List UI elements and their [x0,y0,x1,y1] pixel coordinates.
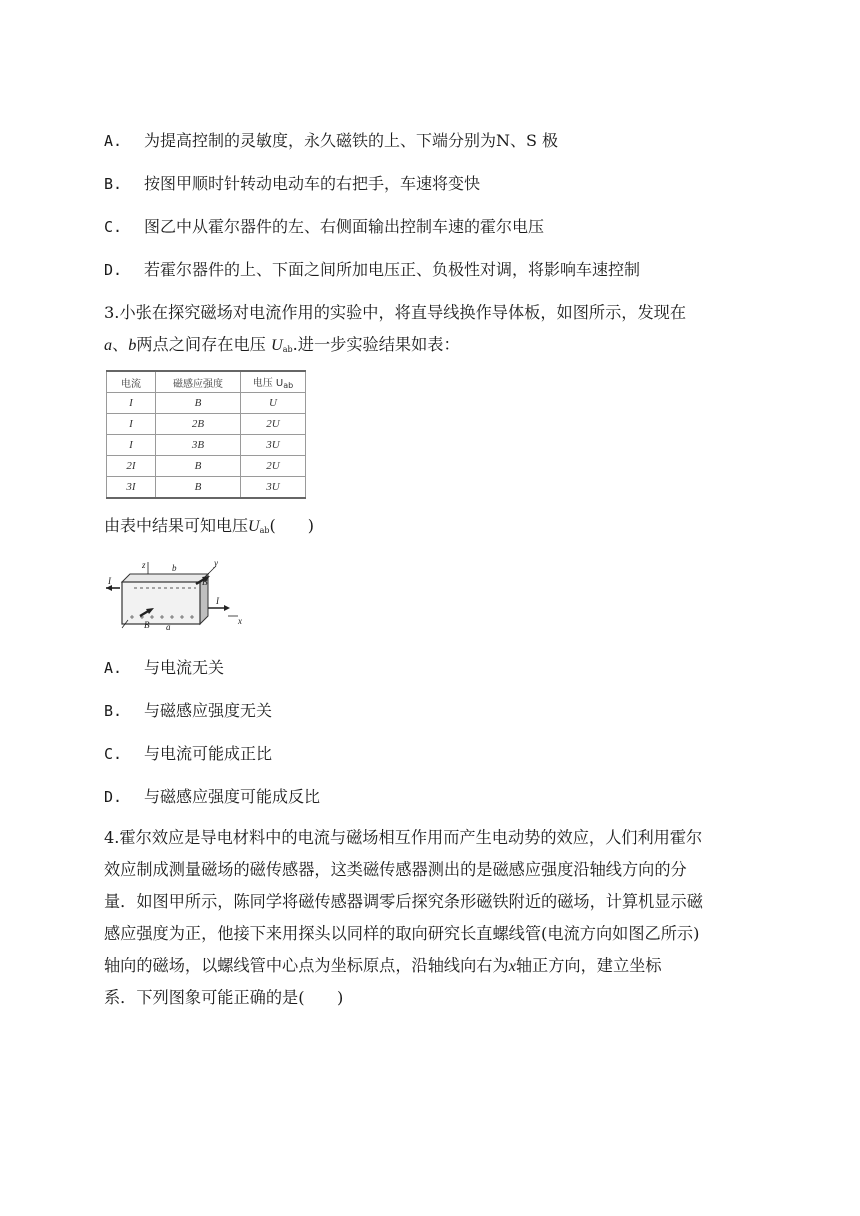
q4-line5-post: 轴正方向，建立坐标 [515,956,662,975]
plate-top-face [122,574,208,582]
label-x-axis: x [238,616,242,626]
table-row [107,477,306,499]
table-cell: B [156,456,241,477]
table-cell: B [156,393,241,414]
q2-option-a-letter: A. [104,132,123,150]
results-table [106,370,306,499]
label-z-axis: z [142,560,146,570]
table-cell: 3I [107,477,156,499]
header-voltage [241,371,306,393]
voltage-subscript: ab [282,345,293,354]
q2-option-d [104,259,640,281]
q2-option-d-letter: D. [104,261,123,279]
q4-line2: 效应制成测量磁场的磁传感器，这类磁传感器测出的是磁感应强度沿轴线方向的分 [104,860,687,879]
q3-conclusion-blank: ( ) [269,516,314,535]
q3-option-c [104,743,272,765]
table-cell: 2B [156,414,241,435]
label-field-bottom: B [144,620,150,630]
label-field-top: B [202,577,208,587]
q3-option-a-text: 与电流无关 [144,658,225,677]
table-cell: 3B [156,435,241,456]
q3-option-a [104,657,224,679]
table-row [107,456,306,477]
table-cell: I [107,435,156,456]
q2-option-b-text: 按图甲顺时针转动电动车的右把手，车速将变快 [144,174,481,193]
table-cell: 2U [241,456,306,477]
current-out-arrow-head [224,605,230,611]
q3-option-d-text: 与磁感应强度可能成反比 [144,787,321,806]
table-cell: 2I [107,456,156,477]
q2-option-c-letter: C. [104,218,123,236]
table-cell: 2U [241,414,306,435]
table-cell: I [107,393,156,414]
q2-option-d-text: 若霍尔器件的上、下面之间所加电压正、负极性对调，将影响车速控制 [144,260,641,279]
header-field: 磁感应强度 [156,371,241,393]
label-y-axis: y [214,560,218,568]
q2-option-c [104,216,544,238]
q3-stem-line2 [104,329,756,366]
q3-conclusion-pre: 由表中结果可知电压 [104,516,249,535]
table-cell: I [107,414,156,435]
q4-line5-pre: 轴向的磁场，以螺线管中心点为坐标原点，沿轴线向右为 [104,956,509,975]
q4-line6: 系．下列图象可能正确的是( ) [104,988,344,1007]
table-cell: 3U [241,435,306,456]
q3-option-b-text: 与磁感应强度无关 [144,701,273,720]
q2-option-c-text: 图乙中从霍尔器件的左、右侧面输出控制车速的霍尔电压 [144,217,545,236]
point-b-label: b [128,336,137,354]
label-current-right: I [216,596,219,606]
q3-option-c-text: 与电流可能成正比 [144,744,273,763]
q3-conclusion-voltage: U [248,518,260,535]
table-cell: U [241,393,306,414]
q4-line1: 4.霍尔效应是导电材料中的电流与磁场相互作用而产生电动势的效应，人们利用霍尔 [104,828,703,847]
q3-option-c-letter: C. [104,745,123,763]
q3-option-a-letter: A. [104,659,123,677]
voltage-symbol: U [271,336,283,354]
label-point-b: b [172,563,177,573]
q3-option-b-letter: B. [104,702,123,720]
q4-line3: 量．如图甲所示，陈同学将磁传感器调零后探究条形磁铁附近的磁场，计算机显示磁 [104,892,703,911]
table-cell: B [156,477,241,499]
header-voltage-sub: ab [283,381,294,390]
table-row [107,435,306,456]
table-row [107,414,306,435]
q3-stem-sep: 、 [112,335,129,354]
q3-stem-line1: 3.小张在探究磁场对电流作用的实验中，将直导线换作导体板，如图所示，发现在 [104,303,687,322]
q4-stem [104,822,756,1014]
conductor-plate-figure [104,560,254,632]
q2-option-a-text: 为提高控制的灵敏度，永久磁铁的上、下端分别为N、S 极 [144,131,559,150]
q3-stem-mid: 两点之间存在电压 [136,335,266,354]
q4-line4: 感应强度为正，他接下来用探头以同样的取向研究长直螺线管(电流方向如图乙所示) [104,924,700,943]
header-current: 电流 [107,371,156,393]
label-point-a: a [166,622,171,632]
x-axis-symbol: x [508,957,516,975]
table-header-row [107,371,306,393]
table-cell: 3U [241,477,306,499]
q3-stem-end: .进一步实验结果如表： [292,335,460,354]
label-current-left: I [108,576,111,586]
q3-stem [104,297,756,366]
q4-line5 [104,950,756,982]
q3-option-b [104,700,272,722]
q3-option-d [104,786,320,808]
point-a-label: a [104,336,113,354]
q3-conclusion-sub: ab [259,526,270,535]
q2-option-b [104,173,480,195]
header-voltage-text: 电压 U [252,378,284,389]
q2-option-b-letter: B. [104,175,123,193]
q3-conclusion [104,515,314,542]
table-row [107,393,306,414]
q2-option-a [104,130,558,152]
q3-option-d-letter: D. [104,788,123,806]
